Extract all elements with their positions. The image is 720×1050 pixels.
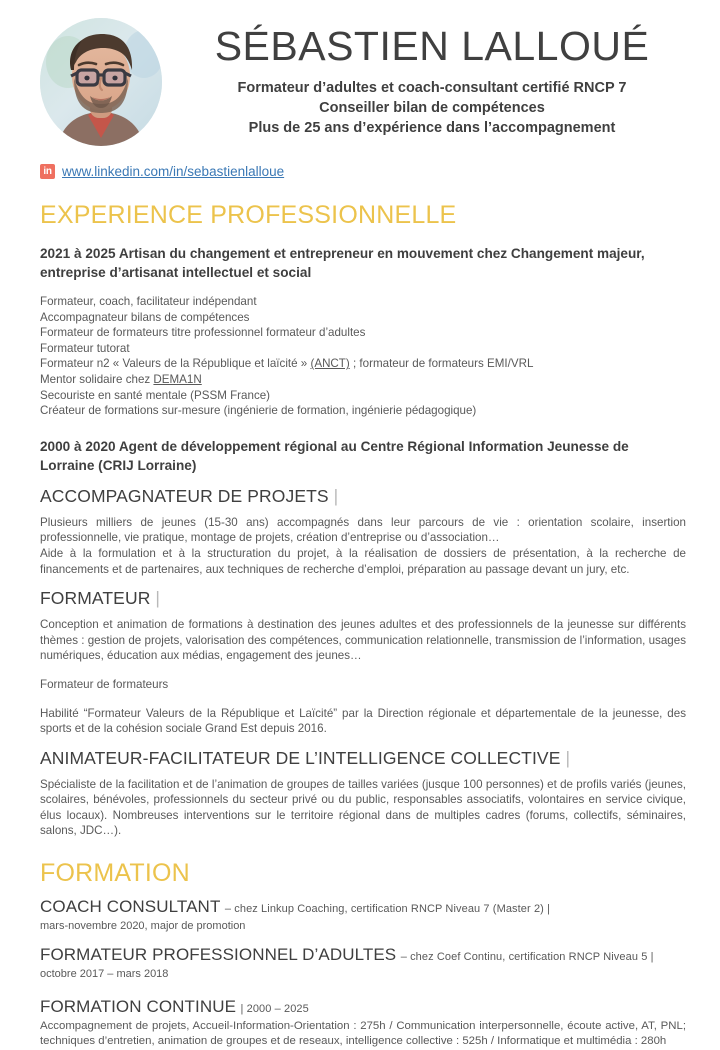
tagline-line-3: Plus de 25 ans d’expérience dans l’accompagnement (248, 120, 616, 136)
section-title-experience: EXPERIENCE PROFESSIONNELLE (40, 201, 457, 229)
education-title-row (40, 996, 686, 1018)
education-title: COACH CONSULTANT (40, 897, 221, 917)
job-heading-2: 2000 à 2020 Agent de développement régional au Centre Régional Information Jeunesse de Lorraine (CRIJ Lorraine) (40, 438, 629, 473)
education-dates: mars-novembre 2020, major de promotion (40, 920, 246, 933)
role-heading-animateur-facilitateur (40, 747, 686, 769)
linkedin-icon-label: in (43, 165, 52, 177)
education-entry (40, 944, 686, 982)
education-title-row (40, 896, 686, 918)
linkedin-icon (40, 164, 55, 179)
role-heading-accompagnateur-de-projets (40, 485, 686, 507)
list-item: Créateur de formations sur-mesure (ingénierie de formation, ingénierie pédagogique) (40, 404, 477, 418)
role-paragraph: Formateur de formateurs (40, 677, 169, 691)
job-1-duties-list (40, 294, 686, 419)
header-text-block (176, 18, 688, 138)
linkedin-row[interactable] (40, 164, 720, 179)
education-title-row (40, 944, 686, 966)
job-heading-1: 2021 à 2025 Artisan du changement et entrepreneur en mouvement chez Changement majeur, entreprise d’artisanat intellectuel et social (40, 246, 645, 280)
education-entry-continuing (40, 996, 686, 1050)
list-item: Formateur n2 « Valeurs de la République et laïcité » (ANCT) ; formateur de formateurs EMI/VRL (40, 357, 534, 371)
list-item: Formateur, coach, facilitateur indépendant (40, 295, 257, 308)
portrait-illustration (40, 18, 162, 146)
avatar (40, 18, 162, 146)
cv-content (0, 201, 720, 1050)
section-title-formation: FORMATION (40, 859, 190, 888)
list-item: Formateur de formateurs titre professionnel formateur d’adultes (40, 326, 366, 340)
education-entry (40, 896, 686, 934)
education-dates: octobre 2017 – mars 2018 (40, 968, 169, 981)
education-meta: – chez Linkup Coaching, certification RNCP Niveau 7 (Master 2) | (224, 903, 551, 916)
role-divider-bar: | (333, 485, 339, 506)
list-item: Mentor solidaire chez DEMA1N (40, 372, 202, 386)
anct-link[interactable]: (ANCT) (310, 357, 350, 371)
cv-header (0, 0, 720, 146)
role-divider-bar: | (565, 747, 571, 768)
education-meta: | 2000 – 2025 (240, 1003, 309, 1016)
role-title: ANIMATEUR-FACILITATEUR DE L’INTELLIGENCE COLLECTIVE (40, 747, 561, 768)
tagline-line-2: Conseiller bilan de compétences (319, 100, 545, 116)
role-paragraph: Habilité “Formateur Valeurs de la République et Laïcité” par la Direction régionale et départementale de la jeunesse, des sports et de la cohésion sociale Grand Est depuis 2016. (40, 706, 686, 736)
role-paragraph: Spécialiste de la facilitation et de l’animation de groupes de tailles variées (jusque 100 personnes) et de profils variés (jeunes, scolaires, bénévoles, professionnels du secteur privé ou du public, responsables associatifs, volontaires en service civique, élus locaux). Nombreuses interventions sur le territoire régional dans de multiples cadres (forums, collectifs, séminaires, salons, JDC…). (40, 777, 686, 838)
list-item: Formateur tutorat (40, 341, 130, 355)
page-title: SÉBASTIEN LALLOUÉ (214, 23, 650, 69)
portrait-photo (40, 18, 162, 146)
education-meta: – chez Coef Continu, certification RNCP Niveau 5 | (400, 951, 654, 964)
role-heading-formateur (40, 587, 686, 609)
role-paragraph: Conception et animation de formations à destination des jeunes adultes et des professionnels de la jeunesse sur différents thèmes : gestion de projets, valorisation des compétences, communication relationnelle, transmission de l’information, usages numériques, éducation aux médias, engagement des jeunes… (40, 618, 686, 663)
role-title: ACCOMPAGNATEUR DE PROJETS (40, 485, 329, 506)
education-title: FORMATION CONTINUE (40, 997, 237, 1017)
education-title: FORMATEUR PROFESSIONNEL D’ADULTES (40, 945, 397, 965)
linkedin-profile-link[interactable]: www.linkedin.com/in/sebastienlalloue (62, 164, 285, 179)
role-title: FORMATEUR (40, 588, 151, 609)
role-paragraph: Plusieurs milliers de jeunes (15-30 ans) accompagnés dans leur parcours de vie : orientation scolaire, insertion professionnelle, vie pratique, montage de projets, création d’entreprise ou d’association… (40, 515, 686, 545)
tagline-line-1: Formateur d’adultes et coach-consultant certifié RNCP 7 (237, 80, 627, 96)
list-item: Accompagnateur bilans de compétences (40, 310, 250, 324)
dema1n-link[interactable]: DEMA1N (153, 372, 202, 386)
list-item: Secouriste en santé mentale (PSSM France) (40, 388, 271, 402)
education-body: Accompagnement de projets, Accueil-Information-Orientation : 275h / Communication interpersonnelle, écoute active, AT, PNL; techniques d’entretien, animation de groupes et de reseaux, intelligence collective : 525h / Informatique et multimédia : 280h (40, 1020, 686, 1048)
role-paragraph: Aide à la formulation et à la structuration du projet, à la réalisation de dossiers de présentation, à la recherche de financements et de partenaires, aux techniques de recherche d’emploi, préparation au passage devant un jury, etc. (40, 546, 686, 576)
role-divider-bar: | (155, 588, 161, 609)
